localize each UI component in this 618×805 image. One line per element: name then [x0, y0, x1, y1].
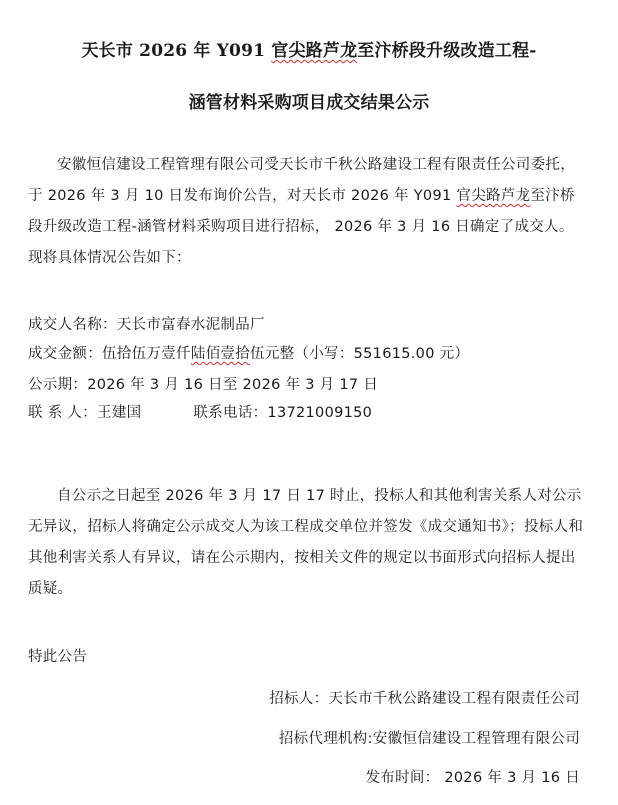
objection-paragraph: 自公示之日起至 2026 年 3 月 17 日 17 时止，投标人和其他利害关系人对公示无异议，招标人将确定公示成交人为该工程成交单位并签发《成交通知书》；投标人和其他利害关系人有异议，请在公示期内，按相关文件的规定以书面形式向招标人提出质疑。: [28, 488, 584, 597]
amount-text-underlined: 陆佰壹拾: [190, 346, 251, 362]
contact-phone: 联系电话：13721009150: [193, 405, 373, 421]
document-title-line-2: 涵管材料采购项目成交结果公示: [188, 93, 430, 113]
closing-statement: 特此公告: [28, 649, 88, 665]
publish-date: 发布时间： 2026 年 3 月 16 日: [365, 770, 580, 786]
intro-text-end: 至汴桥段升级改造工程-涵管材料采购项目进行招标， 2026 年 3 月 16 日确定了成交人。现将具体情况公告如下：: [28, 188, 575, 266]
title-line-1-start: 天长市 2026 年 Y091: [81, 41, 272, 61]
intro-paragraph: [28, 150, 588, 274]
contact-line: [28, 401, 372, 422]
title-line-1-end: 至汴桥段升级改造工程-: [357, 41, 537, 61]
intro-text-start: 安徽恒信建设工程管理有限公司受天长市千秋公路建设工程有限责任公司委托，于 2026 年 3 月 10 日发布询价公告，对天长市 2026 年 Y091: [28, 157, 575, 204]
title-line-1-underlined: 官尖路芦龙: [271, 41, 358, 61]
tenderer-signature: 招标人：天长市千秋公路建设工程有限责任公司: [269, 691, 580, 707]
document-title-line-1: [0, 36, 618, 61]
agency-signature: 招标代理机构:安徽恒信建设工程管理有限公司: [278, 731, 580, 747]
intro-text-underlined: 官尖路芦龙: [456, 188, 531, 204]
winner-name-line: 成交人名称：天长市富春水泥制品厂: [28, 317, 265, 333]
contact-person: 联 系 人：王建国: [28, 405, 142, 421]
amount-text-end: 伍元整（小写：551615.00 元）: [250, 346, 470, 362]
amount-text-start: 成交金额：伍拾伍万壹仟: [28, 346, 191, 362]
amount-line: [28, 342, 469, 363]
publicity-period-line: 公示期：2026 年 3 月 16 日至 2026 年 3 月 17 日: [28, 377, 379, 393]
